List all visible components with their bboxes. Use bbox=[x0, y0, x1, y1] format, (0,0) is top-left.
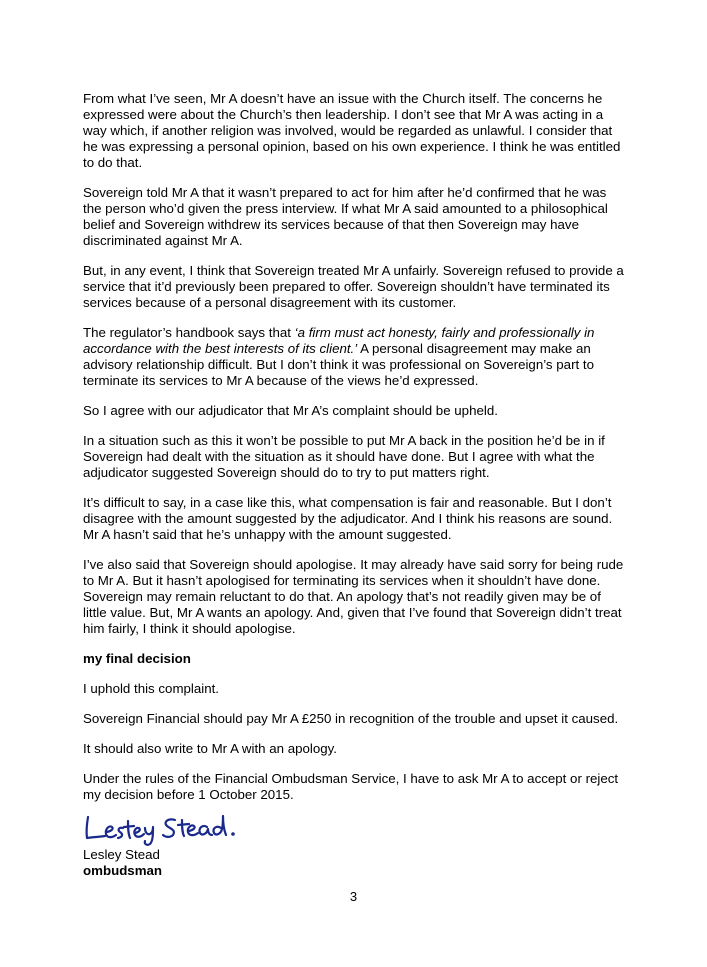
decision-text: Sovereign Financial should pay Mr A £250 in recognition of the trouble and upset it caused. bbox=[83, 711, 619, 726]
paragraph-handbook-quote bbox=[83, 325, 628, 389]
paragraph-text: The regulator’s handbook says that bbox=[83, 325, 295, 340]
signer-name: Lesley Stead bbox=[83, 847, 160, 862]
handbook-quote: ‘a firm must act honesty, fairly and professionally in accordance with the best interests of its client.’ bbox=[83, 325, 595, 356]
document-body bbox=[83, 91, 628, 879]
page-number: 3 bbox=[349, 889, 358, 904]
decision-text: Under the rules of the Financial Ombudsman Service, I have to ask Mr A to accept or reject my decision before 1 October 2015. bbox=[83, 771, 619, 802]
signer-block bbox=[83, 847, 628, 879]
decision-text: I uphold this complaint. bbox=[83, 681, 220, 696]
paragraph: In a situation such as this it won’t be possible to put Mr A back in the position he’d be in if Sovereign had dealt with the situation as it should have done. But I agree with what the adjudicator suggested Sovereign should do to try to put matters right. bbox=[83, 433, 605, 480]
paragraph: It’s difficult to say, in a case like this, what compensation is fair and reasonable. But I don’t disagree with the amount suggested by the adjudicator. And I think his reasons are sound. Mr A hasn’t said that he’s unhappy with the amount suggested. bbox=[83, 495, 613, 542]
paragraph: From what I’ve seen, Mr A doesn’t have an issue with the Church itself. The concerns he expressed were about the Church’s then leadership. I don’t see that Mr A was acting in a way which, if another religion was involved, would be regarded as unlawful. I consider that he was expressing a personal opinion, based on his own experience. I think he was entitled to do that. bbox=[83, 91, 621, 170]
paragraph: So I agree with our adjudicator that Mr A’s complaint should be upheld. bbox=[83, 403, 498, 418]
section-heading: my final decision bbox=[83, 651, 191, 666]
paragraph: Sovereign told Mr A that it wasn’t prepared to act for him after he’d confirmed that he was the person who’d given the press interview. If what Mr A said amounted to a philosophical belief and Sovereign withdrew its services because of that then Sovereign may have discriminated against Mr A. bbox=[83, 185, 608, 248]
signature-drawing bbox=[83, 811, 258, 847]
paragraph-text: A personal disagreement may make an advisory relationship difficult. But I don’t think it was professional on Sovereign’s part to terminate its services to Mr A because of the views he’d expressed. bbox=[83, 341, 594, 388]
paragraph: I’ve also said that Sovereign should apologise. It may already have said sorry for being rude to Mr A. But it hasn’t apologised for terminating its services when it shouldn’t have done. Sovereign may remain reluctant to do that. An apology that’s not readily given may be of little value. But, Mr A wants an apology. And, given that I’ve found that Sovereign didn’t treat him fairly, I think it should apologise. bbox=[83, 557, 624, 636]
paragraph: But, in any event, I think that Sovereign treated Mr A unfairly. Sovereign refused to provide a service that it’d previously been prepared to offer. Sovereign shouldn’t have terminated its services because of a personal disagreement with its customer. bbox=[83, 263, 624, 310]
decision-text: It should also write to Mr A with an apology. bbox=[83, 741, 338, 756]
handwritten-signature bbox=[83, 811, 628, 847]
signer-role: ombudsman bbox=[83, 863, 163, 878]
